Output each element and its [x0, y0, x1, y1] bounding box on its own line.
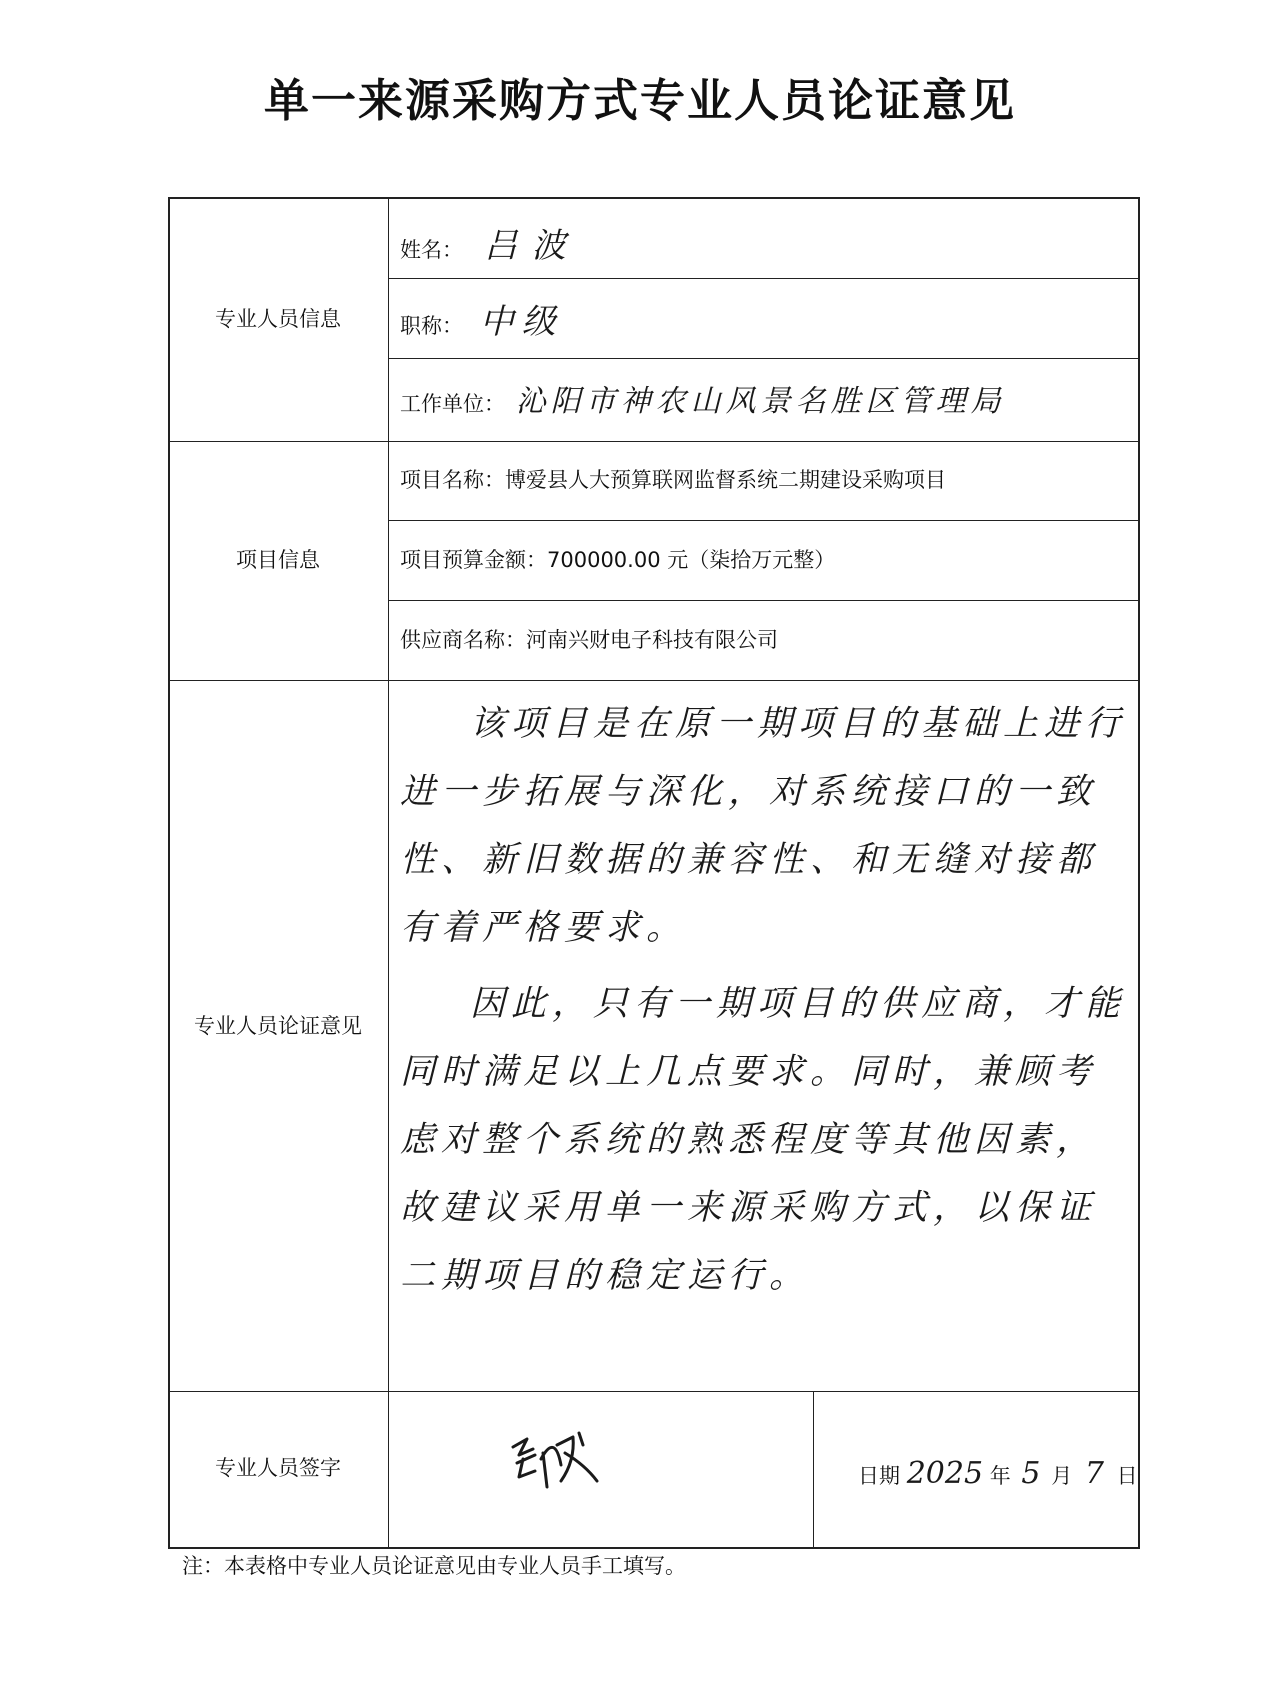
- supplier-name: 供应商名称：河南兴财电子科技有限公司: [400, 628, 778, 652]
- opinion-label: 专业人员论证意见: [194, 1014, 362, 1038]
- date-row: [858, 1456, 1138, 1492]
- handwritten-signature: [505, 1425, 615, 1495]
- date-divider: [813, 1391, 814, 1549]
- section-divider: [168, 680, 1140, 681]
- name-label: 姓名：: [400, 238, 463, 262]
- date-year-suffix: 年: [989, 1464, 1011, 1488]
- date-month-suffix: 月: [1051, 1464, 1073, 1488]
- footnote: 注：本表格中专业人员论证意见由专业人员手工填写。: [182, 1554, 686, 1578]
- title-value: 中级: [479, 302, 564, 342]
- expert-info-label: 专业人员信息: [215, 307, 341, 331]
- section-divider: [168, 441, 1140, 442]
- opinion-text: [400, 690, 1130, 1310]
- section-divider: [168, 1391, 1140, 1392]
- signature-label: 专业人员签字: [215, 1456, 341, 1480]
- name-value: 吕波: [483, 226, 580, 266]
- date-year: 2025: [906, 1456, 984, 1491]
- row-divider: [388, 600, 1140, 601]
- project-info-label: 项目信息: [236, 548, 320, 572]
- row-divider: [388, 278, 1140, 279]
- project-budget: 项目预算金额：700000.00 元（柒拾万元整）: [400, 548, 836, 572]
- row-divider: [388, 520, 1140, 521]
- column-divider: [388, 197, 389, 1391]
- opinion-paragraph-2: 因此，只有一期项目的供应商，才能同时满足以上几点要求。同时，兼顾考虑对整个系统的熟悉程度等其他因素，故建议采用单一来源采购方式，以保证二期项目的稳定运行。: [400, 984, 1127, 1296]
- project-name: 项目名称：博爱县人大预算联网监督系统二期建设采购项目: [400, 468, 946, 492]
- date-day: 7: [1084, 1456, 1104, 1491]
- document-title: 单一来源采购方式专业人员论证意见: [263, 74, 1016, 127]
- date-month: 5: [1021, 1456, 1041, 1491]
- date-day-suffix: 日: [1116, 1464, 1138, 1488]
- employer-row: [400, 384, 1006, 420]
- column-divider-signature: [388, 1391, 389, 1549]
- title-row: [400, 302, 564, 343]
- row-divider: [388, 358, 1140, 359]
- opinion-paragraph-1: 该项目是在原一期项目的基础上进行进一步拓展与深化，对系统接口的一致性、新旧数据的兼容性、和无缝对接都有着严格要求。: [400, 704, 1127, 948]
- employer-label: 工作单位：: [400, 392, 505, 416]
- date-label: 日期: [858, 1464, 900, 1488]
- employer-value: 沁阳市神农山风景名胜区管理局: [515, 384, 1006, 419]
- title-label: 职称：: [400, 314, 463, 338]
- name-row: [400, 226, 580, 267]
